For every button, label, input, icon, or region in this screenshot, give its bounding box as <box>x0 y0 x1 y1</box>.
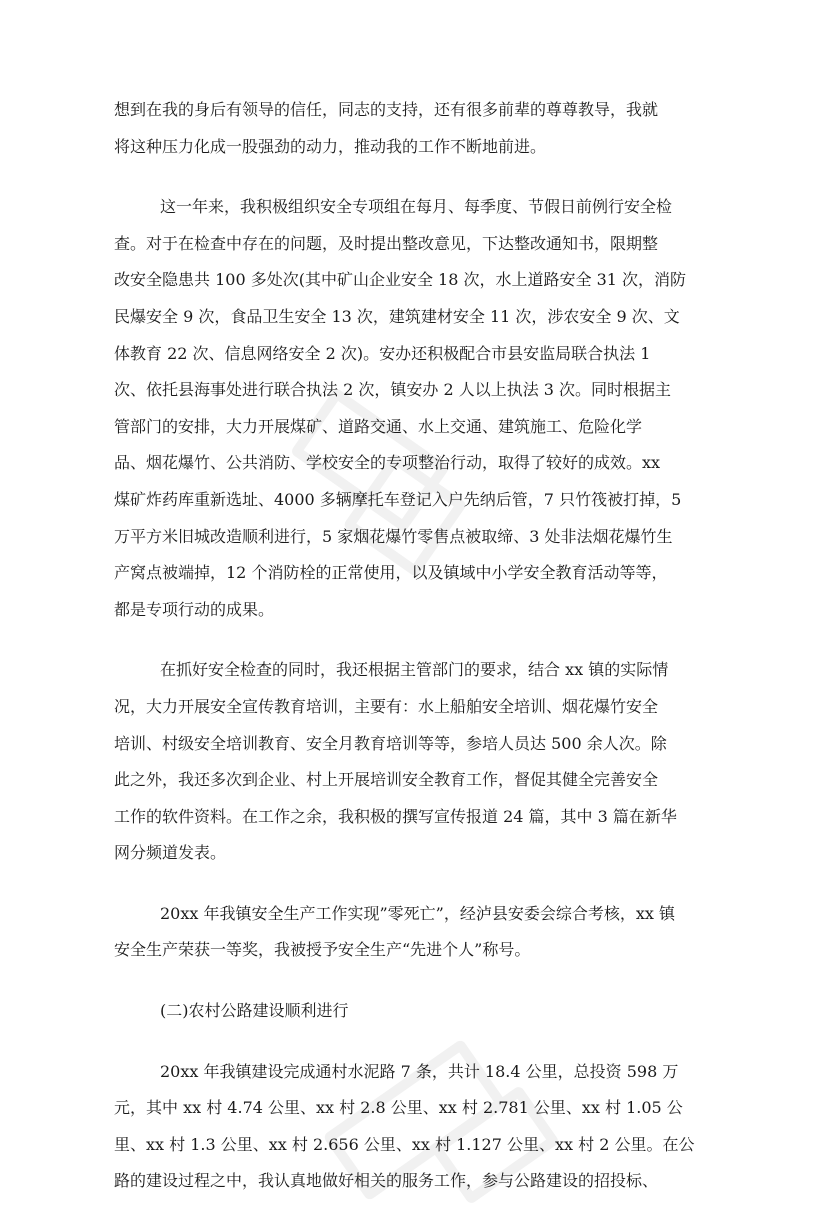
text-line: 煤矿炸药库重新选址、4000 多辆摩托车登记入户先纳后管，7 只竹筏被打掉，5 <box>114 489 682 509</box>
document-body <box>114 92 714 1200</box>
text-line: 里、xx 村 1.3 公里、xx 村 2.656 公里、xx 村 1.127 公里、xx 村 2 公里。在公 <box>114 1134 695 1154</box>
text-line: 都是专项行动的成果。 <box>114 599 275 619</box>
text-line: 况，大力开展安全宣传教育培训，主要有：水上船舶安全培训、烟花爆竹安全 <box>114 696 659 716</box>
text-line: 网分频道发表。 <box>114 843 227 863</box>
text-line: 20xx 年我镇建设完成通村水泥路 7 条，共计 18.4 公里，总投资 598 万 <box>160 1061 679 1081</box>
text-line: 元，其中 xx 村 4.74 公里、xx 村 2.8 公里、xx 村 2.781 公里、xx 村 1.05 公 <box>114 1098 683 1118</box>
paragraph-2 <box>114 189 714 628</box>
text-line: 培训、村级安全培训教育、安全月教育培训等等，参培人员达 500 余人次。除 <box>114 733 667 753</box>
text-line: 工作的软件资料。在工作之余，我积极的撰写宣传报道 24 篇，其中 3 篇在新华 <box>114 806 677 826</box>
text-line: 民爆安全 9 次，食品卫生安全 13 次，建筑建材安全 11 次，涉农安全 9 次、文 <box>114 306 680 326</box>
text-line: (二)农村公路建设顺利进行 <box>160 1001 349 1021</box>
text-line: 管部门的安排，大力开展煤矿、道路交通、水上交通、建筑施工、危险化学 <box>114 416 643 436</box>
text-line: 产窝点被端掉，12 个消防栓的正常使用，以及镇域中小学安全教育活动等等， <box>114 563 668 583</box>
text-line: 次、依托县海事处进行联合执法 2 次，镇安办 2 人以上执法 3 次。同时根据主 <box>114 380 672 400</box>
paragraph-3 <box>114 652 714 872</box>
text-line: 查。对于在检查中存在的问题，及时提出整改意见，下达整改通知书，限期整 <box>114 233 659 253</box>
paragraph-6 <box>114 1054 714 1200</box>
text-line: 在抓好安全检查的同时，我还根据主管部门的要求，结合 xx 镇的实际情 <box>160 660 669 680</box>
text-line: 品、烟花爆竹、公共消防、学校安全的专项整治行动，取得了较好的成效。xx <box>114 453 661 473</box>
text-line: 将这种压力化成一股强劲的动力，推动我的工作不断地前进。 <box>114 136 547 156</box>
text-line: 此之外，我还多次到企业、村上开展培训安全教育工作，督促其健全完善安全 <box>114 770 659 790</box>
text-line: 路的建设过程之中，我认真地做好相关的服务工作，参与公路建设的招投标、 <box>114 1171 659 1191</box>
text-line: 安全生产荣获一等奖，我被授予安全生产“先进个人”称号。 <box>114 940 531 960</box>
text-line: 想到在我的身后有领导的信任，同志的支持，还有很多前辈的尊尊教导，我就 <box>114 100 659 119</box>
text-line: 体教育 22 次、信息网络安全 2 次)。安办还积极配合市县安监局联合执法 1 <box>114 343 651 363</box>
text-line: 20xx 年我镇安全生产工作实现”零死亡”，经泸县安委会综合考核，xx 镇 <box>160 903 675 923</box>
text-line: 这一年来，我积极组织安全专项组在每月、每季度、节假日前例行安全检 <box>160 197 673 217</box>
section-heading <box>114 993 714 1030</box>
paragraph-4 <box>114 896 714 969</box>
paragraph-1 <box>114 92 714 165</box>
text-line: 改安全隐患共 100 多处次(其中矿山企业安全 18 次，水上道路安全 31 次，消防 <box>114 270 687 290</box>
text-line: 万平方米旧城改造顺利进行，5 家烟花爆竹零售点被取缔、3 处非法烟花爆竹生 <box>114 526 673 546</box>
